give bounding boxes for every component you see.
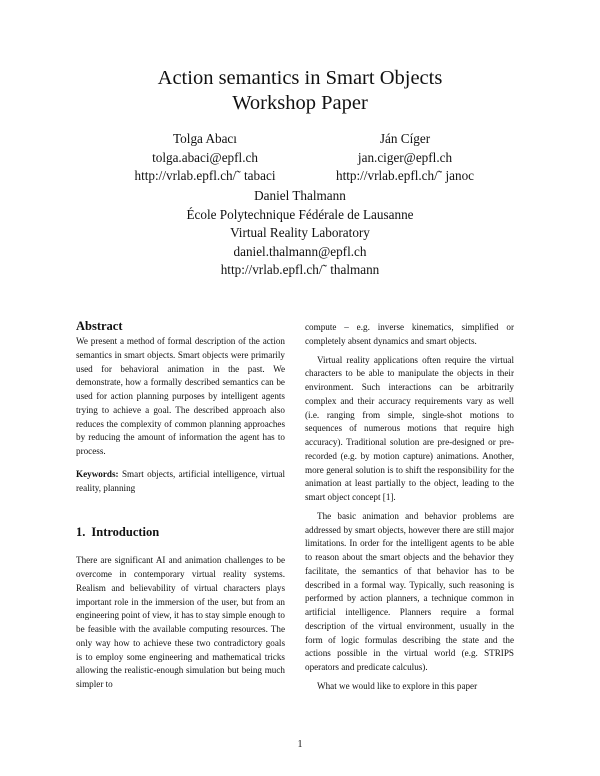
intro-paragraph-3: The basic animation and behavior problems are addressed by smart objects, however there are still major limitations. In order for the intelligent agents to be able to reason about the smart objects and the behavior they facilitate, the semantics of that behavior has to be described in a formal way. Typically, such reasoning is performed by action planners, a technique common in artificial intelligence. Planners require a formal description of the virtual environment, usually in the form of logic formulas describing the state and the actions possible in the virtual world (e.g. STRIPS operators and predicate calculus). [305,510,514,672]
author-block-1 [100,130,310,186]
author-block-2 [300,130,510,186]
keywords [76,468,285,496]
keywords-text: Smart objects, artificial intelligence, virtual reality, planning [76,468,285,493]
abstract-heading: Abstract [76,319,123,333]
section-heading-introduction [76,524,285,540]
right-column [305,321,514,694]
paper-title [0,66,600,116]
title-line-2: Workshop Paper [232,92,368,114]
author-url: http://vrlab.epfl.ch/˜ thalmann [220,262,380,277]
author-email: jan.ciger@epfl.ch [357,149,453,165]
author-block-3 [100,187,500,280]
title-line-1: Action semantics in Smart Objects [157,67,443,89]
author-email: daniel.thalmann@epfl.ch [233,243,367,259]
page-number: 1 [297,739,303,750]
author-name: Tolga Abacı [173,131,237,146]
left-column [76,318,285,692]
section-number: 1. [76,525,86,540]
author-url: http://vrlab.epfl.ch/˜ tabaci [134,168,276,183]
intro-paragraph-2: Virtual reality applications often require the virtual characters to be able to manipulate the objects in their environment. Such interactions can be arbitrarily complex and their accuracy requirements vary as well (i.e. ranging from simple, single-shot motions to sequences of numerous motions that require high accuracy). Traditional solution are pre-designed or pre-recorded (e.g. by motion capture) animations. Another, more general solution is to shift the responsibility for the animation at least partially to the object, leading to the smart object concept [1]. [305,354,514,502]
intro-paragraph-1-continued: compute – e.g. inverse kinematics, simplified or completely absent dynamics and smart objects. [305,322,514,346]
intro-paragraph-1: There are significant AI and animation challenges to be overcome in contemporary virtual reality systems. Realism and believability of virtual characters plays important role in the immersion of the user, but from an engineering point of view, it has to stay simple enough to be feasible with the available computing resources. The only way how to achieve these two contradictory goals is to employ some engineering and mathematical tricks allowing the realistic-enough simulation but being much simpler to [76,555,285,689]
keywords-label: Keywords: [76,468,119,479]
author-affiliation-institution: École Polytechnique Fédérale de Lausanne [186,206,414,222]
intro-paragraph-4: What we would like to explore in this paper [317,680,478,691]
author-url: http://vrlab.epfl.ch/˜ janoc [335,168,475,183]
author-name: Ján Cíger [379,131,431,146]
author-name: Daniel Thalmann [254,188,346,203]
author-affiliation-lab: Virtual Reality Laboratory [230,225,370,240]
section-title: Introduction [91,525,160,540]
abstract-text: We present a method of formal description of the action semantics in smart objects. Smart objects were primarily used for behavioral animation in the past. We demonstrate, how a formally described semantics can be used for action planning purposes by intelligent agents trying to achieve a goal. The described approach also reduces the complexity of common planning approaches by reducing the amount of information the agent has to process. [76,336,285,456]
author-email: tolga.abaci@epfl.ch [152,149,258,165]
